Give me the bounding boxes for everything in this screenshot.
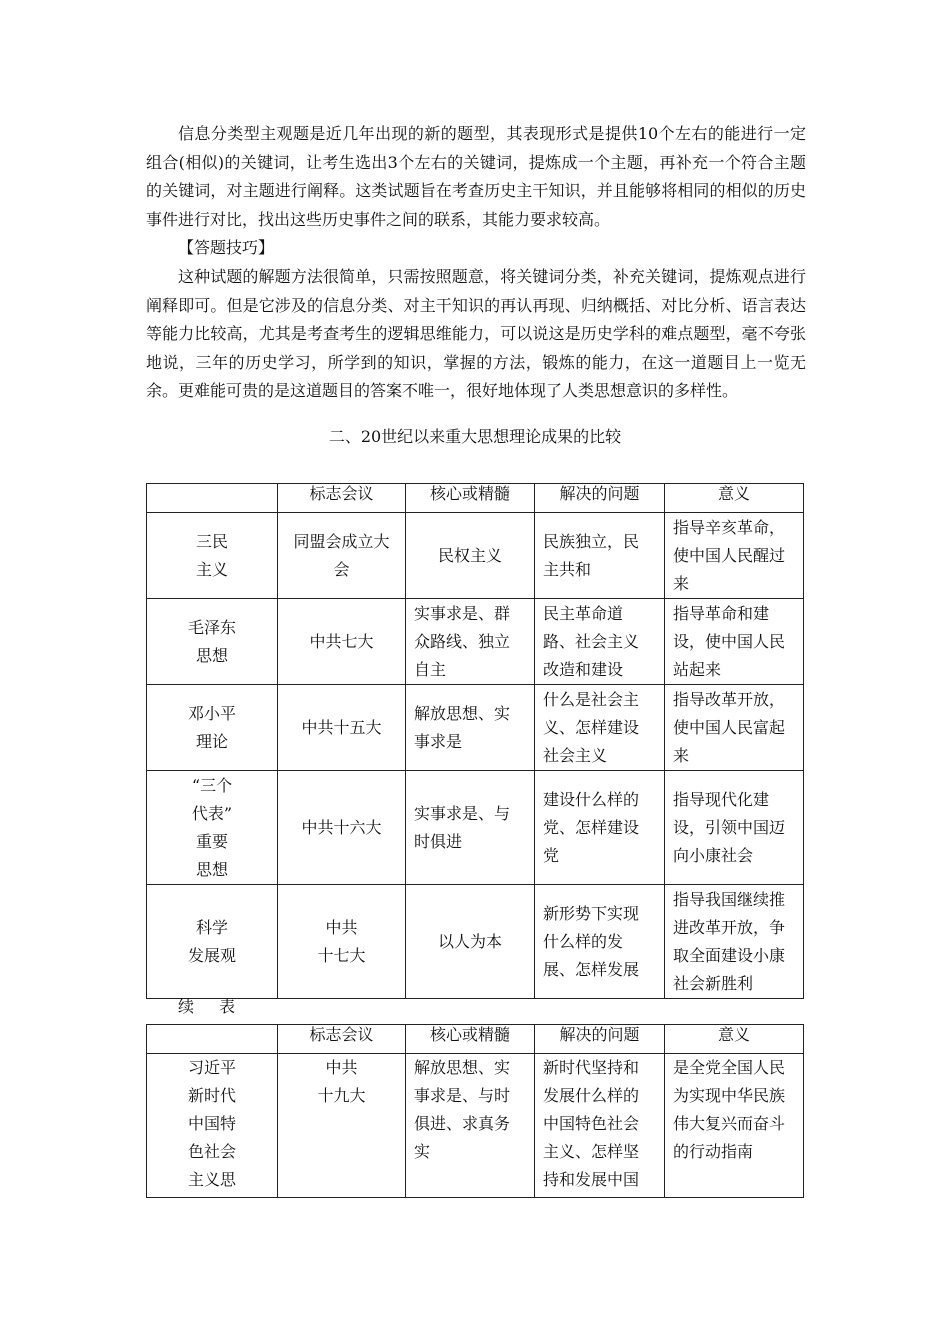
meeting-cell: 中共 十七大	[278, 885, 406, 999]
continued-table-label: 续 表	[178, 997, 246, 1016]
table-header-row	[147, 1025, 804, 1054]
header-cell	[147, 1025, 278, 1054]
core-cell: 以人为本	[406, 885, 535, 999]
core-cell: 解放思想、实 事求是、与时 俱进、求真务 实	[406, 1054, 535, 1198]
table-header-row	[147, 484, 804, 513]
table-row	[147, 685, 804, 771]
problem-cell: 建设什么样的 党、怎样建设 党	[535, 771, 665, 885]
header-cell: 标志会议	[278, 1025, 406, 1054]
significance-cell: 指导我国继续推 进改革开放，争 取全面建设小康 社会新胜利	[665, 885, 804, 999]
header-cell: 解决的问题	[535, 484, 665, 513]
meeting-cell: 中共十六大	[278, 771, 406, 885]
problem-cell: 民主革命道 路、社会主义 改造和建设	[535, 599, 665, 685]
problem-cell: 什么是社会主 义、怎样建设 社会主义	[535, 685, 665, 771]
meeting-cell: 中共十五大	[278, 685, 406, 771]
tips-paragraph: 这种试题的解题方法很简单，只需按照题意，将关键词分类，补充关键词，提炼观点进行阐释即可。但是它涉及的信息分类、对主干知识的再认再现、归纳概括、对比分析、语言表达等能力比较高，尤其是考查考生的逻辑思维能力，可以说这是历史学科的难点题型，毫不夸张地说，三年的历史学习，所学到的知识，掌握的方法，锻炼的能力，在这一道题目上一览无余。更难能可贵的是这道题目的答案不唯一，很好地体现了人类思想意识的多样性。	[146, 267, 806, 401]
significance-cell: 指导现代化建 设，引领中国迈 向小康社会	[665, 771, 804, 885]
tips-heading: 【答题技巧】	[178, 238, 275, 257]
intro-paragraph: 信息分类型主观题是近几年出现的新的题型，其表现形式是提供10个左右的能进行一定组合(相似)的关键词，让考生选出3个左右的关键词，提炼成一个主题，再补充一个符合主题的关键词，对主题进行阐释。这类试题旨在考查历史主干知识，并且能够将相同的相似的历史事件进行对比，找出这些历史事件之间的联系，其能力要求较高。	[146, 124, 806, 229]
significance-cell: 指导辛亥革命， 使中国人民醒过 来	[665, 513, 804, 599]
theory-name-cell: 邓小平 理论	[147, 685, 278, 771]
meeting-cell: 中共 十九大	[278, 1054, 406, 1198]
header-cell	[147, 484, 278, 513]
significance-cell: 是全党全国人民 为实现中华民族 伟大复兴而奋斗 的行动指南	[665, 1054, 804, 1198]
problem-cell: 新形势下实现 什么样的发 展、怎样发展	[535, 885, 665, 999]
table-row	[147, 771, 804, 885]
core-cell: 民权主义	[406, 513, 535, 599]
theory-name-cell: “三个 代表” 重要 思想	[147, 771, 278, 885]
header-cell: 意义	[665, 484, 804, 513]
comparison-table-continued	[146, 1024, 804, 1198]
theory-name-cell: 毛泽东 思想	[147, 599, 278, 685]
problem-cell: 新时代坚持和 发展什么样的 中国特色社会 主义、怎样坚 持和发展中国	[535, 1054, 665, 1198]
significance-cell: 指导改革开放， 使中国人民富起 来	[665, 685, 804, 771]
theory-name-cell: 三民 主义	[147, 513, 278, 599]
meeting-cell: 中共七大	[278, 599, 406, 685]
significance-cell: 指导革命和建 设，使中国人民 站起来	[665, 599, 804, 685]
meeting-cell: 同盟会成立大 会	[278, 513, 406, 599]
header-cell: 核心或精髓	[406, 1025, 535, 1054]
header-cell: 意义	[665, 1025, 804, 1054]
table-row	[147, 599, 804, 685]
problem-cell: 民族独立，民 主共和	[535, 513, 665, 599]
core-cell: 解放思想、实 事求是	[406, 685, 535, 771]
theory-name-cell: 习近平 新时代 中国特 色社会 主义思	[147, 1054, 278, 1198]
theory-name-cell: 科学 发展观	[147, 885, 278, 999]
table-row	[147, 1054, 804, 1198]
header-cell: 核心或精髓	[406, 484, 535, 513]
table-row	[147, 513, 804, 599]
header-cell: 解决的问题	[535, 1025, 665, 1054]
core-cell: 实事求是、与 时俱进	[406, 771, 535, 885]
comparison-table	[146, 483, 804, 999]
core-cell: 实事求是、群 众路线、独立 自主	[406, 599, 535, 685]
section-title: 二、20世纪以来重大思想理论成果的比较	[328, 427, 622, 446]
header-cell: 标志会议	[278, 484, 406, 513]
table-row	[147, 885, 804, 999]
